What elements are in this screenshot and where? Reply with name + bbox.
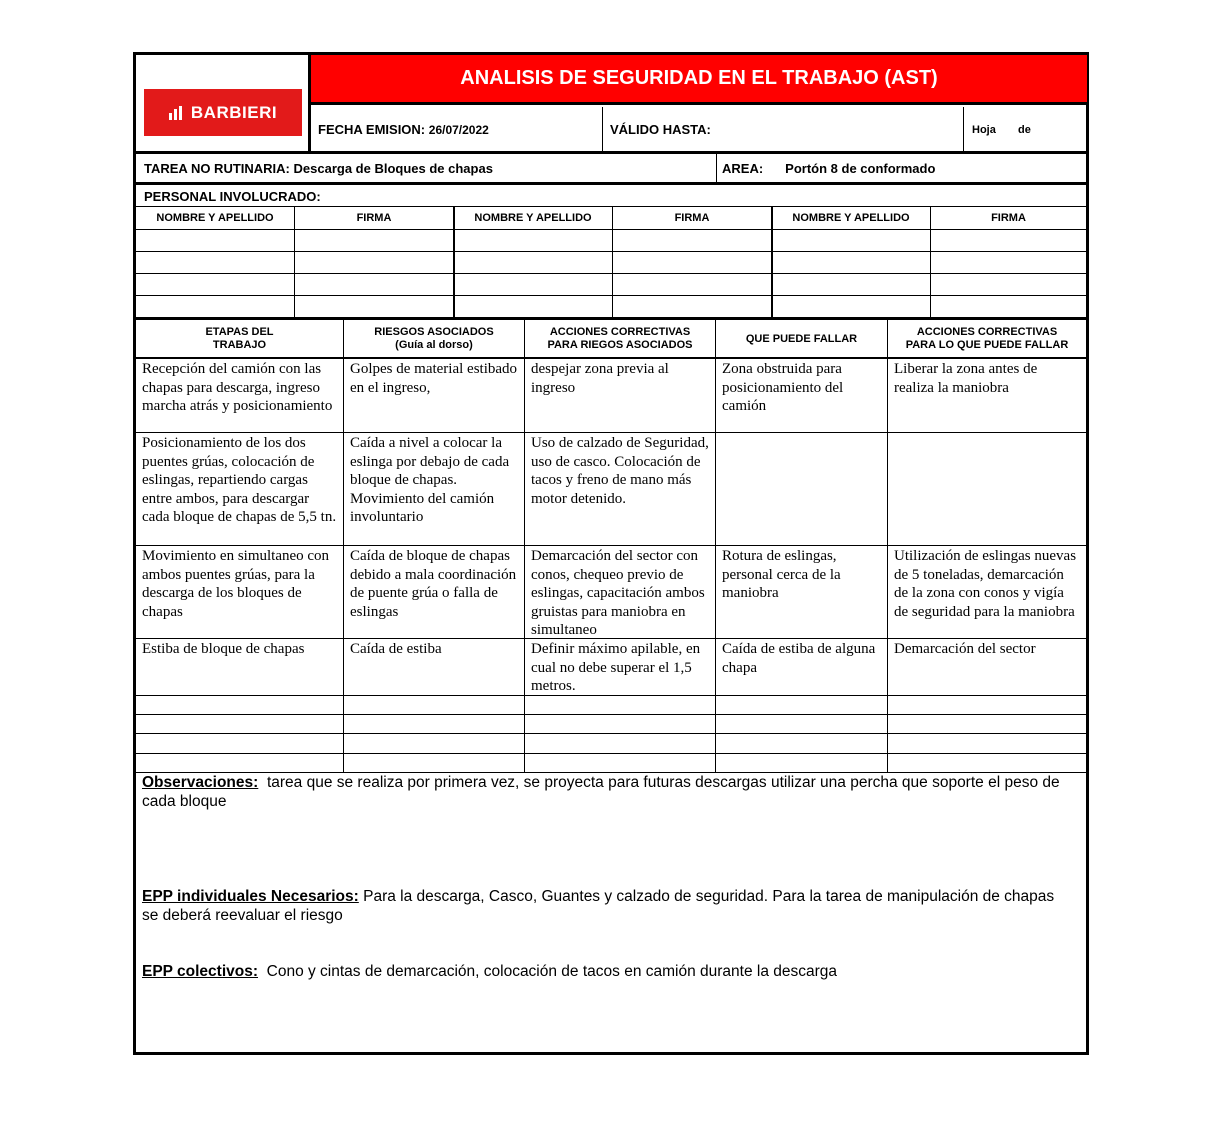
personal-col-nombre-2: NOMBRE Y APELLIDO (474, 211, 592, 224)
row-2-accion-falla (888, 433, 1086, 545)
personal-col-firma-3: FIRMA (991, 211, 1026, 224)
fecha-label: FECHA EMISION: (318, 122, 426, 137)
row-1-etapa: Recepción del camión con las chapas para descarga, ingreso marcha atrás y posicionamiento (142, 361, 333, 414)
tarea-no-rutinaria (144, 154, 704, 182)
fecha-value: 26/07/2022 (428, 122, 489, 137)
area-value: Portón 8 de conformado (785, 160, 936, 176)
personal-col-nombre-3: NOMBRE Y APELLIDO (792, 211, 910, 224)
row-3-etapa: Movimiento en simultaneo con ambos puentes grúas, para la descarga de los bloques de chapas (142, 548, 330, 620)
fecha-emision (318, 108, 598, 151)
epp-individuales-label: EPP individuales Necesarios: (142, 888, 359, 905)
observaciones-text: tarea que se realiza por primera vez, se proyecta para futuras descargas utilizar una percha que soporte el peso de cada bloque (142, 774, 1060, 810)
observaciones-section (142, 773, 1062, 811)
row-4-etapa: Estiba de bloque de chapas (142, 641, 305, 657)
page-title: ANALISIS DE SEGURIDAD EN EL TRABAJO (AST) (311, 55, 1087, 105)
epp-colectivos-text: Cono y cintas de demarcación, colocación de tacos en camión durante la descarga (266, 963, 838, 980)
col-header-acciones-riesgos: ACCIONES CORRECTIVAS PARA RIEGOS ASOCIADOS (547, 326, 693, 351)
row-2-etapa: Posicionamiento de los dos puentes grúas, colocación de eslingas, repartiendo cargas entre ambos, para descargar cada bloque de chapas de 5,5 tn. (142, 435, 337, 525)
row-3-riesgo: Caída de bloque de chapas debido a mala coordinación de puente grúa o falla de eslingas (350, 548, 517, 620)
col-header-que-puede-fallar: QUE PUEDE FALLAR (745, 332, 858, 345)
row-3-accion-falla: Utilización de eslingas nuevas de 5 toneladas, demarcación de la zona con conos y vigía de seguridad para la maniobra (894, 548, 1077, 620)
row-4-riesgo: Caída de estiba (350, 641, 442, 657)
area-label: AREA: (722, 160, 764, 176)
row-1-accion-riesgo: despejar zona previa al ingreso (531, 361, 669, 396)
logo-bars-icon (169, 106, 185, 120)
epp-colectivos-label: EPP colectivos: (142, 963, 259, 980)
col-header-riesgos: RIESGOS ASOCIADOS (Guía al dorso) (374, 326, 494, 351)
company-logo (144, 89, 302, 136)
row-3-accion-riesgo: Demarcación del sector con conos, chequeo previo de eslingas, capacitación ambos gruistas para maniobra en simultaneo (531, 548, 705, 638)
personal-col-nombre-1: NOMBRE Y APELLIDO (156, 211, 274, 224)
row-4-accion-riesgo: Definir máximo apilable, en cual no debe superar el 1,5 metros. (531, 641, 701, 694)
row-2-accion-riesgo: Uso de calzado de Seguridad, uso de casco. Colocación de tacos y freno de mano más motor detenido. (531, 435, 709, 507)
personal-col-firma-2: FIRMA (674, 211, 710, 224)
tarea-label: TAREA NO RUTINARIA: (144, 160, 290, 176)
de-label: de (1018, 124, 1031, 136)
ast-form (133, 52, 1089, 1055)
hoja-label: Hoja (972, 124, 996, 136)
valido-hasta-label: VÁLIDO HASTA: (610, 122, 711, 137)
row-4-accion-falla: Demarcación del sector (894, 641, 1036, 657)
row-2-falla (716, 433, 887, 545)
epp-individuales-text: Para la descarga, Casco, Guantes y calzado de seguridad. Para la tarea de manipulación de chapas se deberá reevaluar el riesgo (142, 888, 1055, 924)
col-header-etapas: ETAPAS DEL TRABAJO (205, 326, 274, 351)
personal-col-firma-1: FIRMA (356, 211, 392, 224)
epp-colectivos-section (142, 962, 1062, 981)
tarea-value: Descarga de Bloques de chapas (293, 160, 493, 176)
row-1-riesgo: Golpes de material estibado en el ingreso, (350, 361, 518, 396)
observaciones-label: Observaciones: (142, 774, 259, 791)
row-2-riesgo: Caída a nivel a colocar la eslinga por debajo de cada bloque de chapas. Movimiento del camión involuntario (350, 435, 510, 525)
row-3-falla: Rotura de eslingas, personal cerca de la maniobra (722, 548, 841, 601)
row-1-accion-falla: Liberar la zona antes de realiza la maniobra (894, 361, 1038, 396)
area-field (722, 154, 1082, 182)
col-header-acciones-fallar: ACCIONES CORRECTIVAS PARA LO QUE PUEDE FALLAR (905, 326, 1069, 351)
epp-individuales-section (142, 887, 1062, 925)
row-4-falla: Caída de estiba de alguna chapa (722, 641, 876, 676)
row-1-falla: Zona obstruida para posicionamiento del camión (722, 361, 844, 414)
logo-brand-text: BARBIERI (190, 102, 278, 122)
personal-title: PERSONAL INVOLUCRADO: (144, 188, 321, 204)
